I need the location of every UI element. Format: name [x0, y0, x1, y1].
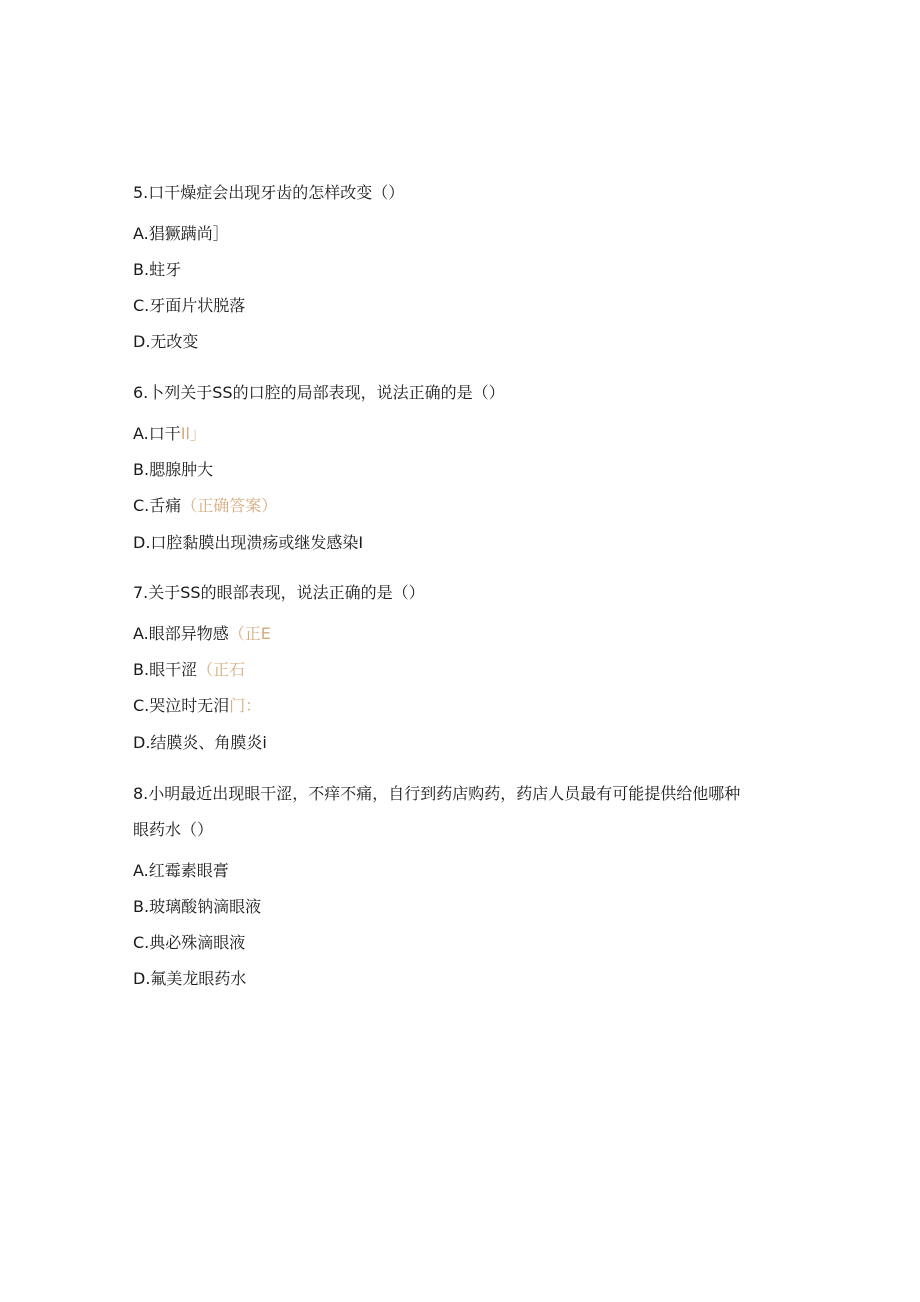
question-7-option-c — [133, 695, 261, 717]
question-8-option-a: A.红霉素眼膏 — [133, 861, 229, 880]
answer-mark: （正确答案） — [181, 496, 278, 515]
question-8-stem-line-1: 8.小明最近出现眼干涩，不痒不痛，自行到药店购药，药店人员最有可能提供给他哪种 — [133, 784, 741, 803]
option-text: A.眼部异物感 — [133, 624, 229, 643]
answer-mark: Il」 — [180, 424, 206, 443]
question-6-stem: 6.卜列关于SS的口腔的局部表现，说法正确的是（） — [133, 383, 505, 402]
option-text: A.口干 — [133, 424, 181, 443]
question-7-option-d: D.结膜炎、角膜炎i — [133, 733, 267, 752]
answer-mark: 门： — [229, 696, 262, 715]
question-8-stem-line-2: 眼药水（） — [133, 820, 214, 839]
question-7-option-a — [133, 623, 271, 645]
question-6-option-a — [133, 423, 206, 445]
question-6-option-c — [133, 495, 277, 517]
answer-mark: （正E — [228, 624, 271, 643]
option-text: C.哭泣时无泪 — [133, 696, 230, 715]
question-6-option-d: D.口腔黏膜出现溃疡或继发感染I — [133, 533, 364, 552]
question-8-option-d: D.氟美龙眼药水 — [133, 969, 247, 988]
question-7-option-b — [133, 659, 245, 681]
option-text: C.舌痛 — [133, 496, 182, 515]
question-5-stem: 5.口干燥症会出现牙齿的怎样改变（） — [133, 183, 405, 202]
question-5-option-d: D.无改变 — [133, 332, 199, 351]
question-7-stem: 7.关于SS的眼部表现，说法正确的是（） — [133, 583, 425, 602]
question-5-option-b: B.蛀牙 — [133, 260, 182, 279]
question-8-option-b: B.玻璃酸钠滴眼液 — [133, 897, 262, 916]
question-8-option-c: C.典必殊滴眼液 — [133, 933, 246, 952]
answer-mark: （正石 — [197, 660, 246, 679]
option-text: B.眼干涩 — [133, 660, 198, 679]
question-5-option-c: C.牙面片状脱落 — [133, 296, 246, 315]
question-5-option-a: A.猖獗蹒尚］ — [133, 224, 229, 243]
question-6-option-b: B.腮腺肿大 — [133, 460, 214, 479]
